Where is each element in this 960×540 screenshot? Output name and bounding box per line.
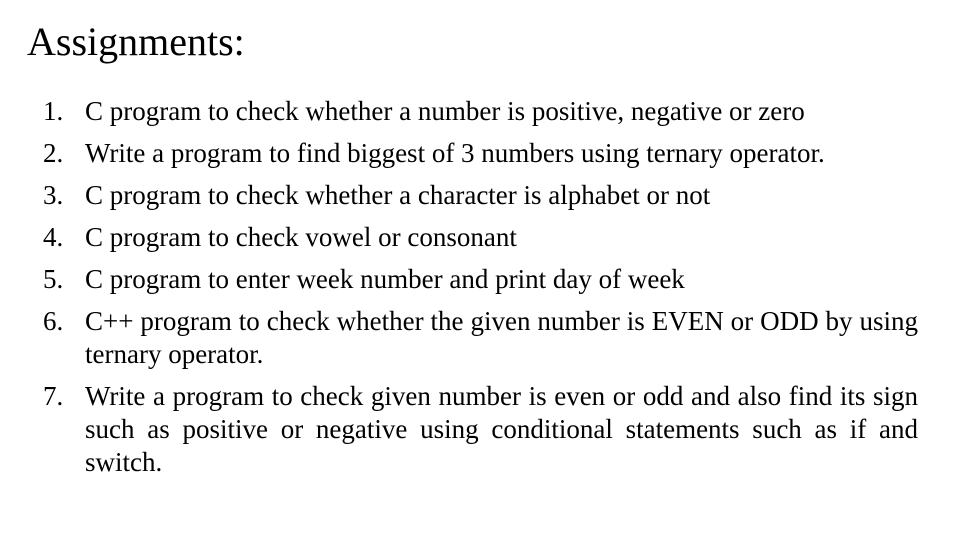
item-text: C program to check whether a character is alphabet or not — [85, 180, 711, 210]
item-text: C program to enter week number and print day of week — [85, 264, 685, 294]
item-text: C program to check vowel or consonant — [85, 222, 517, 252]
assignment-item — [43, 380, 918, 479]
item-text: C program to check whether a number is positive, negative or zero — [85, 96, 805, 126]
assignment-item — [43, 179, 918, 212]
assignment-item — [43, 305, 918, 371]
item-number: 6 . — [43, 305, 73, 338]
item-number: 1 . — [43, 95, 73, 128]
item-number: 4 . — [43, 221, 73, 254]
item-text: Write a program to find biggest of 3 numbers using ternary operator. — [85, 138, 825, 168]
item-number: 2 . — [43, 137, 73, 170]
item-number: 5 . — [43, 263, 73, 296]
item-number: 3 . — [43, 179, 73, 212]
assignment-list — [0, 95, 960, 488]
assignment-item — [43, 263, 918, 296]
item-text: C++ program to check whether the given number is EVEN or ODD by using ternary operator. — [85, 306, 918, 369]
slide-title: Assignments: — [27, 19, 245, 64]
assignment-item — [43, 95, 918, 128]
item-text: Write a program to check given number is even or odd and also find its sign such as positive or negative using conditional statements such as if and switch. — [85, 381, 918, 477]
assignment-item — [43, 221, 918, 254]
assignment-item — [43, 137, 918, 170]
item-number: 7 . — [43, 380, 73, 413]
